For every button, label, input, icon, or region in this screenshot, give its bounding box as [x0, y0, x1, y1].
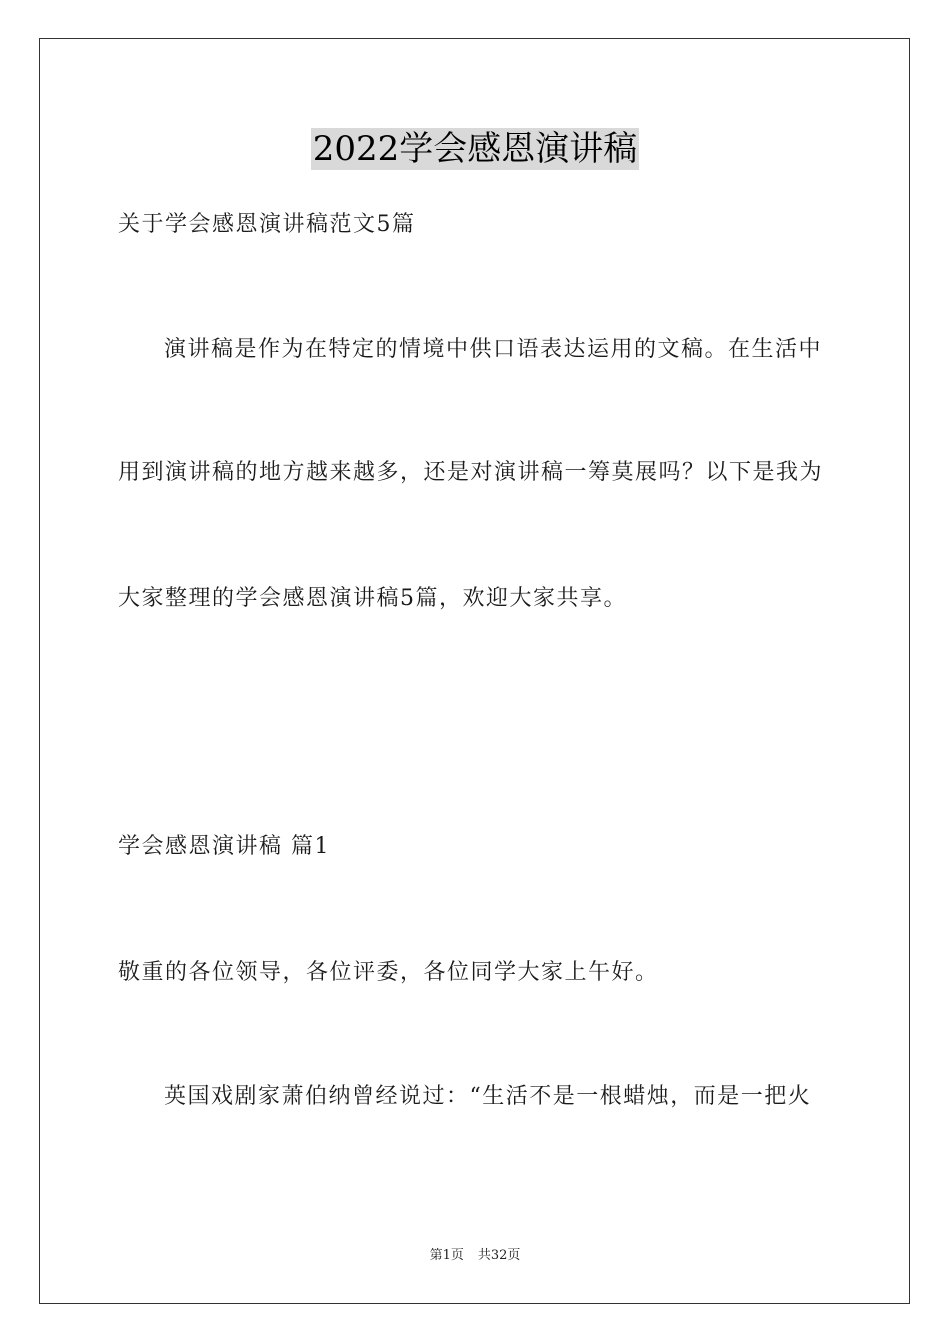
- title-container: [0, 128, 950, 170]
- document-title: 2022学会感恩演讲稿: [312, 129, 638, 169]
- intro-line-1: 演讲稿是作为在特定的情境中供口语表达运用的文稿。在生活中: [164, 337, 823, 362]
- document-subtitle: 关于学会感恩演讲稿范文5篇: [118, 212, 416, 237]
- intro-line-2: 用到演讲稿的地方越来越多，还是对演讲稿一筹莫展吗？以下是我为: [118, 460, 824, 485]
- body-paragraph-line: 英国戏剧家萧伯纳曾经说过：“生活不是一根蜡烛，而是一把火: [164, 1084, 812, 1109]
- page-number: 第1页: [429, 1248, 464, 1263]
- page-footer: [0, 1247, 950, 1265]
- intro-line-3: 大家整理的学会感恩演讲稿5篇，欢迎大家共享。: [118, 586, 627, 611]
- page-total: 共32页: [477, 1248, 521, 1263]
- section-heading: 学会感恩演讲稿 篇1: [118, 834, 330, 859]
- greeting-paragraph: 敬重的各位领导，各位评委，各位同学大家上午好。: [118, 960, 659, 985]
